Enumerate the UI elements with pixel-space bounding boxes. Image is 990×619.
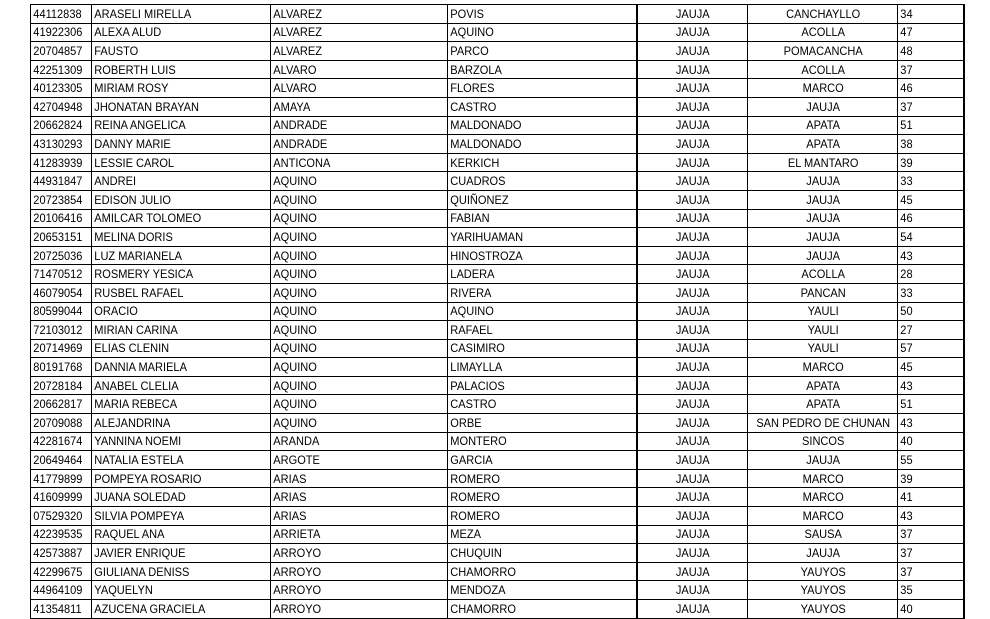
given-names-cell: DANNIA MARIELA xyxy=(92,358,257,377)
dni-cell: 20649464 xyxy=(31,451,87,470)
given-names-cell: ARASELI MIRELLA xyxy=(92,5,257,24)
table-row xyxy=(31,283,964,302)
age-cell: 43 xyxy=(898,376,959,395)
province-cell: JAUJA xyxy=(641,339,743,358)
dni-cell: 44112838 xyxy=(31,5,87,24)
age-cell: 33 xyxy=(898,283,959,302)
given-names-cell: YANNINA NOEMI xyxy=(92,432,257,451)
dni-cell: 20725036 xyxy=(31,246,87,265)
paternal-surname-cell: ARRIETA xyxy=(271,525,434,544)
paternal-surname-cell: AQUINO xyxy=(271,414,434,433)
maternal-surname-cell: CHAMORRO xyxy=(448,600,622,619)
paternal-surname-cell: ANDRADE xyxy=(271,135,434,154)
dni-cell: 42239535 xyxy=(31,525,87,544)
dni-cell: 44964109 xyxy=(31,581,87,600)
district-cell: APATA xyxy=(754,116,892,135)
dni-cell: 20662824 xyxy=(31,116,87,135)
dni-cell: 46079054 xyxy=(31,283,87,302)
age-cell: 43 xyxy=(898,414,959,433)
district-cell: APATA xyxy=(754,395,892,414)
paternal-surname-cell: AQUINO xyxy=(271,339,434,358)
table-row xyxy=(31,600,964,619)
paternal-surname-cell: AQUINO xyxy=(271,321,434,340)
table-row xyxy=(31,209,964,228)
table-row xyxy=(31,153,964,172)
given-names-cell: EDISON JULIO xyxy=(92,190,257,209)
district-cell: ACOLLA xyxy=(754,23,892,42)
age-cell: 41 xyxy=(898,488,959,507)
maternal-surname-cell: ROMERO xyxy=(448,507,622,526)
table-row xyxy=(31,302,964,321)
paternal-surname-cell: ANTICONA xyxy=(271,153,434,172)
age-cell: 37 xyxy=(898,562,959,581)
given-names-cell: LUZ MARIANELA xyxy=(92,246,257,265)
paternal-surname-cell: ARROYO xyxy=(271,562,434,581)
province-cell: JAUJA xyxy=(641,209,743,228)
maternal-surname-cell: FLORES xyxy=(448,79,622,98)
given-names-cell: RAQUEL ANA xyxy=(92,525,257,544)
given-names-cell: ORACIO xyxy=(92,302,257,321)
dni-cell: 42299675 xyxy=(31,562,87,581)
district-cell: MARCO xyxy=(754,488,892,507)
maternal-surname-cell: CASTRO xyxy=(448,395,622,414)
maternal-surname-cell: MALDONADO xyxy=(448,116,622,135)
table-row xyxy=(31,488,964,507)
table-row xyxy=(31,432,964,451)
given-names-cell: REINA ANGELICA xyxy=(92,116,257,135)
province-cell: JAUJA xyxy=(641,358,743,377)
age-cell: 34 xyxy=(898,5,959,24)
given-names-cell: AMILCAR TOLOMEO xyxy=(92,209,257,228)
table-row xyxy=(31,395,964,414)
dni-cell: 20723854 xyxy=(31,190,87,209)
dni-cell: 20106416 xyxy=(31,209,87,228)
paternal-surname-cell: ARANDA xyxy=(271,432,434,451)
district-cell: JAUJA xyxy=(754,451,892,470)
paternal-surname-cell: ARROYO xyxy=(271,581,434,600)
district-cell: SAUSA xyxy=(754,525,892,544)
age-cell: 51 xyxy=(898,395,959,414)
maternal-surname-cell: RIVERA xyxy=(448,283,622,302)
maternal-surname-cell: LADERA xyxy=(448,265,622,284)
dni-cell: 42251309 xyxy=(31,60,87,79)
district-cell: EL MANTARO xyxy=(754,153,892,172)
district-cell: SAN PEDRO DE CHUNAN xyxy=(754,414,892,433)
given-names-cell: LESSIE CAROL xyxy=(92,153,257,172)
district-cell: JAUJA xyxy=(754,228,892,247)
district-cell: YAULI xyxy=(754,321,892,340)
province-cell: JAUJA xyxy=(641,5,743,24)
district-cell: APATA xyxy=(754,135,892,154)
district-cell: SINCOS xyxy=(754,432,892,451)
district-cell: YAUYOS xyxy=(754,562,892,581)
maternal-surname-cell: CUADROS xyxy=(448,172,622,191)
paternal-surname-cell: ARIAS xyxy=(271,469,434,488)
dni-cell: 44931847 xyxy=(31,172,87,191)
province-cell: JAUJA xyxy=(641,469,743,488)
given-names-cell: FAUSTO xyxy=(92,42,257,61)
table-row xyxy=(31,79,964,98)
given-names-cell: DANNY MARIE xyxy=(92,135,257,154)
district-cell: PANCAN xyxy=(754,283,892,302)
age-cell: 39 xyxy=(898,153,959,172)
district-cell: CANCHAYLLO xyxy=(754,5,892,24)
province-cell: JAUJA xyxy=(641,395,743,414)
table-row xyxy=(31,116,964,135)
maternal-surname-cell: ROMERO xyxy=(448,469,622,488)
dni-cell: 20653151 xyxy=(31,228,87,247)
age-cell: 45 xyxy=(898,190,959,209)
paternal-surname-cell: ARROYO xyxy=(271,600,434,619)
records-table xyxy=(30,4,965,619)
dni-cell: 20709088 xyxy=(31,414,87,433)
given-names-cell: MIRIAM ROSY xyxy=(92,79,257,98)
table-row xyxy=(31,60,964,79)
dni-cell: 41609999 xyxy=(31,488,87,507)
district-cell: POMACANCHA xyxy=(754,42,892,61)
table-row xyxy=(31,265,964,284)
age-cell: 40 xyxy=(898,600,959,619)
district-cell: MARCO xyxy=(754,79,892,98)
paternal-surname-cell: AQUINO xyxy=(271,209,434,228)
age-cell: 43 xyxy=(898,246,959,265)
maternal-surname-cell: CASTRO xyxy=(448,97,622,116)
given-names-cell: ELIAS CLENIN xyxy=(92,339,257,358)
paternal-surname-cell: ALVAREZ xyxy=(271,5,434,24)
maternal-surname-cell: MEZA xyxy=(448,525,622,544)
given-names-cell: SILVIA POMPEYA xyxy=(92,507,257,526)
province-cell: JAUJA xyxy=(641,79,743,98)
dni-cell: 40123305 xyxy=(31,79,87,98)
table-row xyxy=(31,246,964,265)
table-row xyxy=(31,581,964,600)
maternal-surname-cell: LIMAYLLA xyxy=(448,358,622,377)
province-cell: JAUJA xyxy=(641,451,743,470)
table-row xyxy=(31,23,964,42)
district-cell: MARCO xyxy=(754,507,892,526)
dni-cell: 71470512 xyxy=(31,265,87,284)
given-names-cell: YAQUELYN xyxy=(92,581,257,600)
province-cell: JAUJA xyxy=(641,581,743,600)
given-names-cell: ROSMERY YESICA xyxy=(92,265,257,284)
given-names-cell: MELINA DORIS xyxy=(92,228,257,247)
paternal-surname-cell: ALVARO xyxy=(271,60,434,79)
age-cell: 57 xyxy=(898,339,959,358)
dni-cell: 41779899 xyxy=(31,469,87,488)
maternal-surname-cell: RAFAEL xyxy=(448,321,622,340)
table-row xyxy=(31,544,964,563)
province-cell: JAUJA xyxy=(641,190,743,209)
paternal-surname-cell: AQUINO xyxy=(271,376,434,395)
province-cell: JAUJA xyxy=(641,302,743,321)
district-cell: JAUJA xyxy=(754,172,892,191)
dni-cell: 20714969 xyxy=(31,339,87,358)
age-cell: 45 xyxy=(898,358,959,377)
district-cell: YAULI xyxy=(754,302,892,321)
table-row xyxy=(31,172,964,191)
table-row xyxy=(31,135,964,154)
given-names-cell: ANABEL CLELIA xyxy=(92,376,257,395)
maternal-surname-cell: GARCIA xyxy=(448,451,622,470)
maternal-surname-cell: AQUINO xyxy=(448,302,622,321)
maternal-surname-cell: MONTERO xyxy=(448,432,622,451)
given-names-cell: MARIA REBECA xyxy=(92,395,257,414)
given-names-cell: JAVIER ENRIQUE xyxy=(92,544,257,563)
table-row xyxy=(31,414,964,433)
maternal-surname-cell: MALDONADO xyxy=(448,135,622,154)
age-cell: 40 xyxy=(898,432,959,451)
dni-cell: 72103012 xyxy=(31,321,87,340)
age-cell: 47 xyxy=(898,23,959,42)
dni-cell: 07529320 xyxy=(31,507,87,526)
district-cell: JAUJA xyxy=(754,544,892,563)
paternal-surname-cell: AQUINO xyxy=(271,283,434,302)
district-cell: APATA xyxy=(754,376,892,395)
given-names-cell: ANDREI xyxy=(92,172,257,191)
dni-cell: 42281674 xyxy=(31,432,87,451)
given-names-cell: POMPEYA ROSARIO xyxy=(92,469,257,488)
paternal-surname-cell: AQUINO xyxy=(271,358,434,377)
paternal-surname-cell: ANDRADE xyxy=(271,116,434,135)
paternal-surname-cell: AQUINO xyxy=(271,265,434,284)
maternal-surname-cell: PALACIOS xyxy=(448,376,622,395)
paternal-surname-cell: ALVAREZ xyxy=(271,42,434,61)
district-cell: JAUJA xyxy=(754,209,892,228)
dni-cell: 41354811 xyxy=(31,600,87,619)
table-row xyxy=(31,469,964,488)
province-cell: JAUJA xyxy=(641,488,743,507)
maternal-surname-cell: CHUQUIN xyxy=(448,544,622,563)
dni-cell: 80191768 xyxy=(31,358,87,377)
province-cell: JAUJA xyxy=(641,525,743,544)
age-cell: 46 xyxy=(898,209,959,228)
dni-cell: 80599044 xyxy=(31,302,87,321)
dni-cell: 20704857 xyxy=(31,42,87,61)
age-cell: 43 xyxy=(898,507,959,526)
table-row xyxy=(31,358,964,377)
given-names-cell: JUANA SOLEDAD xyxy=(92,488,257,507)
age-cell: 37 xyxy=(898,544,959,563)
maternal-surname-cell: CHAMORRO xyxy=(448,562,622,581)
dni-cell: 42573887 xyxy=(31,544,87,563)
maternal-surname-cell: ROMERO xyxy=(448,488,622,507)
dni-cell: 20728184 xyxy=(31,376,87,395)
age-cell: 35 xyxy=(898,581,959,600)
maternal-surname-cell: POVIS xyxy=(448,5,622,24)
district-cell: JAUJA xyxy=(754,190,892,209)
table-row xyxy=(31,97,964,116)
table-row xyxy=(31,42,964,61)
paternal-surname-cell: AQUINO xyxy=(271,302,434,321)
maternal-surname-cell: PARCO xyxy=(448,42,622,61)
district-cell: ACOLLA xyxy=(754,265,892,284)
table-row xyxy=(31,525,964,544)
maternal-surname-cell: MENDOZA xyxy=(448,581,622,600)
paternal-surname-cell: AMAYA xyxy=(271,97,434,116)
province-cell: JAUJA xyxy=(641,283,743,302)
province-cell: JAUJA xyxy=(641,42,743,61)
district-cell: ACOLLA xyxy=(754,60,892,79)
table-row xyxy=(31,321,964,340)
dni-cell: 41283939 xyxy=(31,153,87,172)
province-cell: JAUJA xyxy=(641,153,743,172)
age-cell: 37 xyxy=(898,60,959,79)
age-cell: 38 xyxy=(898,135,959,154)
table-row xyxy=(31,376,964,395)
paternal-surname-cell: ALVARO xyxy=(271,79,434,98)
province-cell: JAUJA xyxy=(641,600,743,619)
province-cell: JAUJA xyxy=(641,116,743,135)
paternal-surname-cell: AQUINO xyxy=(271,172,434,191)
paternal-surname-cell: ARIAS xyxy=(271,507,434,526)
district-cell: MARCO xyxy=(754,358,892,377)
maternal-surname-cell: FABIAN xyxy=(448,209,622,228)
dni-cell: 41922306 xyxy=(31,23,87,42)
province-cell: JAUJA xyxy=(641,544,743,563)
paternal-surname-cell: ARROYO xyxy=(271,544,434,563)
age-cell: 39 xyxy=(898,469,959,488)
given-names-cell: ROBERTH LUIS xyxy=(92,60,257,79)
province-cell: JAUJA xyxy=(641,265,743,284)
given-names-cell: NATALIA ESTELA xyxy=(92,451,257,470)
table-row xyxy=(31,507,964,526)
district-cell: MARCO xyxy=(754,469,892,488)
province-cell: JAUJA xyxy=(641,414,743,433)
table-row xyxy=(31,5,964,24)
province-cell: JAUJA xyxy=(641,562,743,581)
table-row xyxy=(31,562,964,581)
table-row xyxy=(31,228,964,247)
maternal-surname-cell: QUIÑONEZ xyxy=(448,190,622,209)
paternal-surname-cell: AQUINO xyxy=(271,228,434,247)
paternal-surname-cell: ARIAS xyxy=(271,488,434,507)
given-names-cell: ALEXA ALUD xyxy=(92,23,257,42)
records-table-body xyxy=(31,5,964,619)
province-cell: JAUJA xyxy=(641,507,743,526)
maternal-surname-cell: AQUINO xyxy=(448,23,622,42)
province-cell: JAUJA xyxy=(641,97,743,116)
age-cell: 27 xyxy=(898,321,959,340)
table-row xyxy=(31,451,964,470)
district-cell: JAUJA xyxy=(754,246,892,265)
district-cell: YAUYOS xyxy=(754,600,892,619)
paternal-surname-cell: ALVAREZ xyxy=(271,23,434,42)
province-cell: JAUJA xyxy=(641,246,743,265)
dni-cell: 43130293 xyxy=(31,135,87,154)
maternal-surname-cell: CASIMIRO xyxy=(448,339,622,358)
dni-cell: 20662817 xyxy=(31,395,87,414)
province-cell: JAUJA xyxy=(641,321,743,340)
age-cell: 37 xyxy=(898,97,959,116)
maternal-surname-cell: HINOSTROZA xyxy=(448,246,622,265)
age-cell: 48 xyxy=(898,42,959,61)
table-row xyxy=(31,339,964,358)
dni-cell: 42704948 xyxy=(31,97,87,116)
given-names-cell: AZUCENA GRACIELA xyxy=(92,600,257,619)
province-cell: JAUJA xyxy=(641,432,743,451)
province-cell: JAUJA xyxy=(641,135,743,154)
given-names-cell: ALEJANDRINA xyxy=(92,414,257,433)
paternal-surname-cell: AQUINO xyxy=(271,190,434,209)
province-cell: JAUJA xyxy=(641,60,743,79)
age-cell: 55 xyxy=(898,451,959,470)
age-cell: 54 xyxy=(898,228,959,247)
given-names-cell: RUSBEL RAFAEL xyxy=(92,283,257,302)
given-names-cell: GIULIANA DENISS xyxy=(92,562,257,581)
province-cell: JAUJA xyxy=(641,172,743,191)
table-row xyxy=(31,190,964,209)
province-cell: JAUJA xyxy=(641,376,743,395)
given-names-cell: JHONATAN BRAYAN xyxy=(92,97,257,116)
age-cell: 50 xyxy=(898,302,959,321)
age-cell: 33 xyxy=(898,172,959,191)
age-cell: 46 xyxy=(898,79,959,98)
district-cell: YAULI xyxy=(754,339,892,358)
maternal-surname-cell: KERKICH xyxy=(448,153,622,172)
given-names-cell: MIRIAN CARINA xyxy=(92,321,257,340)
age-cell: 37 xyxy=(898,525,959,544)
district-cell: YAUYOS xyxy=(754,581,892,600)
maternal-surname-cell: YARIHUAMAN xyxy=(448,228,622,247)
paternal-surname-cell: AQUINO xyxy=(271,246,434,265)
age-cell: 28 xyxy=(898,265,959,284)
paternal-surname-cell: AQUINO xyxy=(271,395,434,414)
age-cell: 51 xyxy=(898,116,959,135)
province-cell: JAUJA xyxy=(641,23,743,42)
paternal-surname-cell: ARGOTE xyxy=(271,451,434,470)
maternal-surname-cell: ORBE xyxy=(448,414,622,433)
maternal-surname-cell: BARZOLA xyxy=(448,60,622,79)
province-cell: JAUJA xyxy=(641,228,743,247)
district-cell: JAUJA xyxy=(754,97,892,116)
